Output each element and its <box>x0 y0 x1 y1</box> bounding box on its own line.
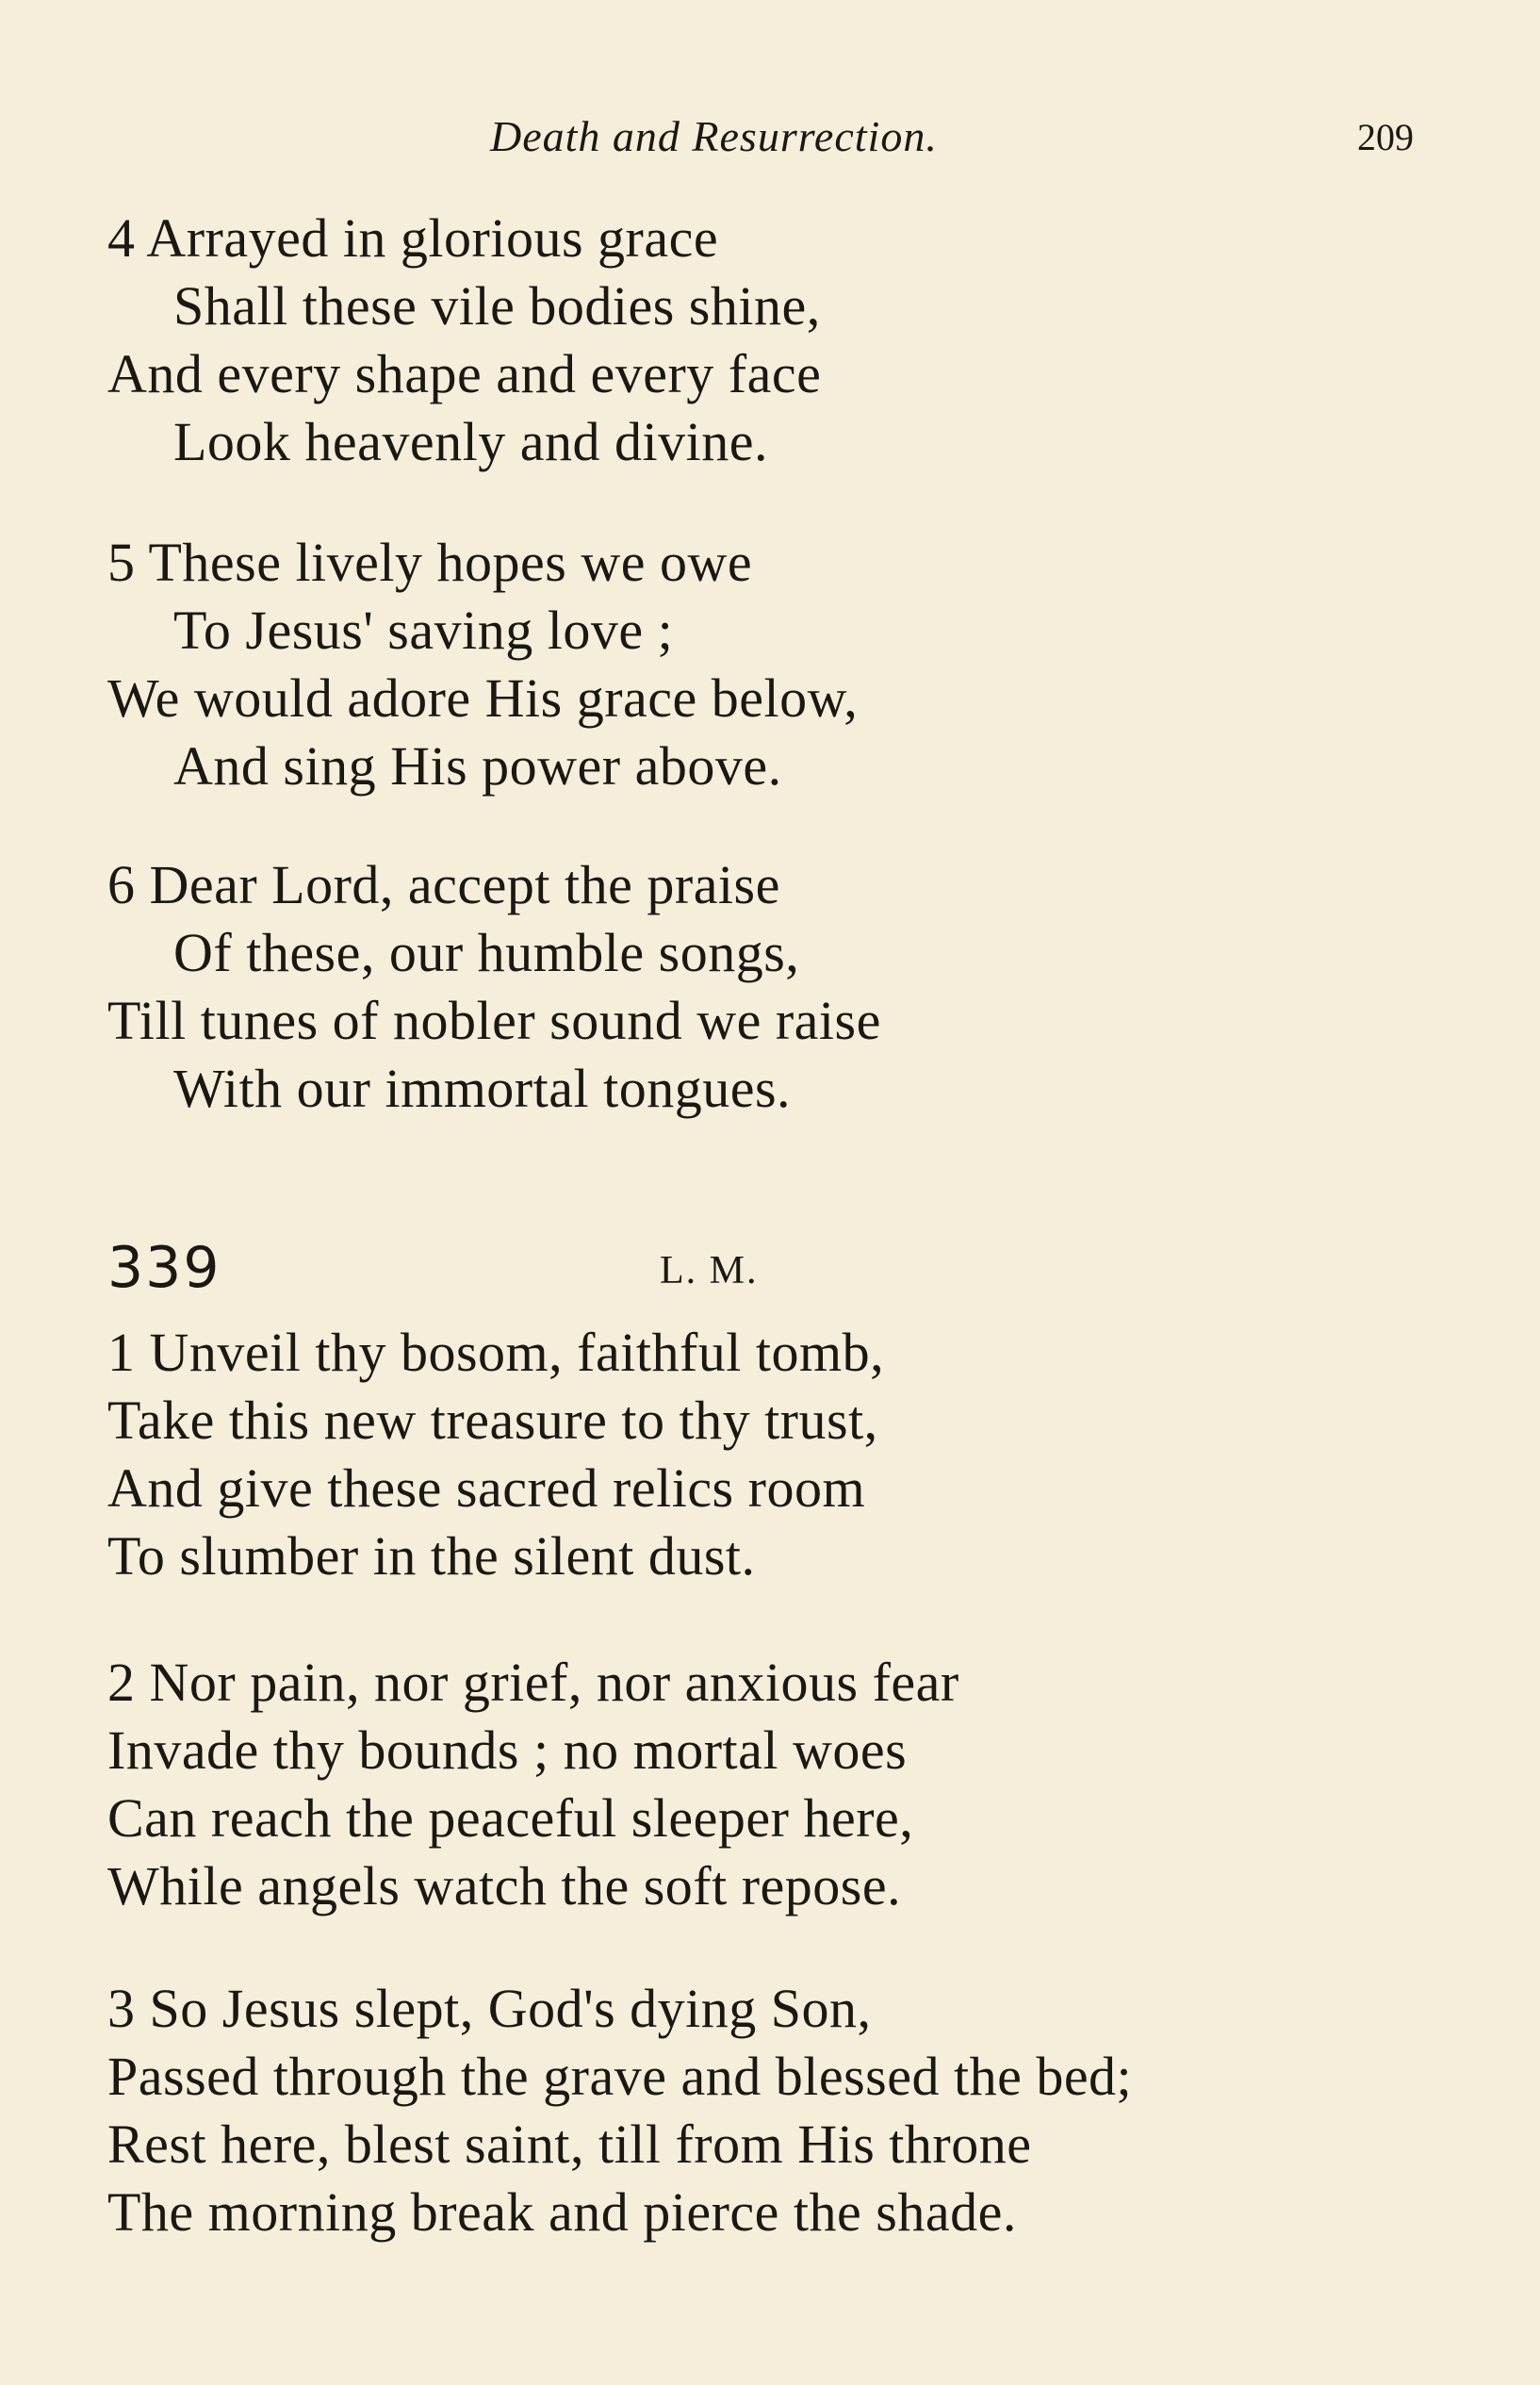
stanza-line: 4 Arrayed in glorious grace <box>107 207 719 269</box>
stanza-line: Invade thy bounds ; no mortal woes <box>107 1719 908 1781</box>
running-title: Death and Resurrection. <box>490 112 938 160</box>
stanza-line: 5 These lively hopes we owe <box>107 532 753 593</box>
stanza-line: Passed through the grave and blessed the bed; <box>107 2046 1133 2107</box>
stanza-line: Shall these vile bodies shine, <box>173 275 821 337</box>
page-number: 209 <box>1357 116 1414 158</box>
stanza-line: While angels watch the soft repose. <box>107 1855 902 1916</box>
stanza-line: And give these sacred relics room <box>107 1457 866 1519</box>
stanza-number: 4 <box>107 207 136 269</box>
stanza-number: 2 <box>107 1652 136 1713</box>
stanza-line: To Jesus' saving love ; <box>173 600 674 661</box>
stanza-number: 6 <box>107 854 136 915</box>
hymn-meter: L. M. <box>660 1249 759 1292</box>
stanza-line: 2 Nor pain, nor grief, nor anxious fear <box>107 1652 959 1713</box>
stanza-line: The morning break and pierce the shade. <box>107 2181 1017 2243</box>
stanza-line: Of these, our humble songs, <box>173 922 800 983</box>
stanza-line: To slumber in the silent dust. <box>107 1525 756 1587</box>
stanza-number: 5 <box>107 532 136 593</box>
stanza-line: Can reach the peaceful sleeper here, <box>107 1787 914 1849</box>
stanza-line: Take this new treasure to thy trust, <box>107 1390 878 1451</box>
stanza-number: 1 <box>107 1322 136 1383</box>
stanza-line: 3 So Jesus slept, God's dying Son, <box>107 1978 872 2039</box>
hymn-number: 339 <box>107 1235 221 1301</box>
stanza-line: And sing His power above. <box>173 735 782 797</box>
stanza-line: With our immortal tongues. <box>173 1058 792 1119</box>
stanza-number: 3 <box>107 1978 136 2039</box>
stanza-line: We would adore His grace below, <box>107 667 859 729</box>
stanza-line: 1 Unveil thy bosom, faithful tomb, <box>107 1322 885 1383</box>
stanza-line: Rest here, blest saint, till from His throne <box>107 2114 1032 2175</box>
stanza-line: And every shape and every face <box>107 343 822 404</box>
page-header <box>0 111 1540 177</box>
stanza-line: Look heavenly and divine. <box>173 411 768 472</box>
stanza-line: 6 Dear Lord, accept the praise <box>107 854 780 915</box>
stanza-line: Till tunes of nobler sound we raise <box>107 990 881 1051</box>
